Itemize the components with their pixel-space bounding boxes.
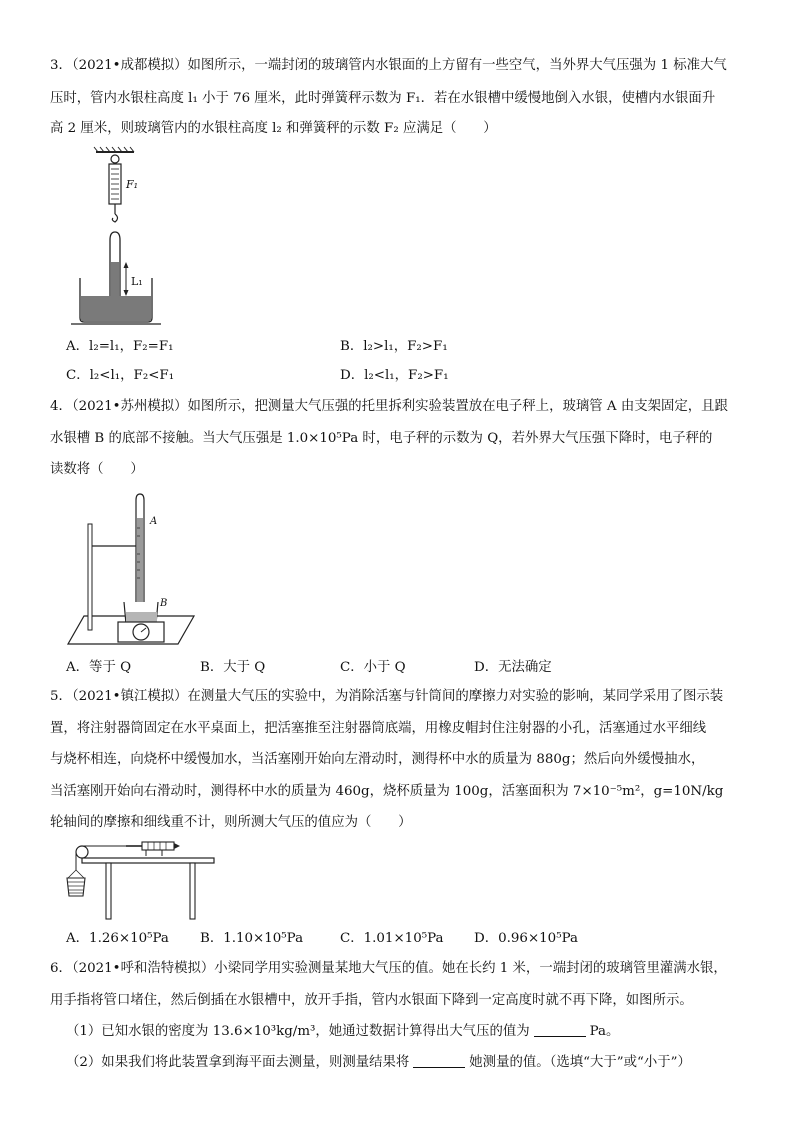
q5-option-d: D．0.96×10⁵Pa (474, 931, 578, 946)
q5-option-a: A．1.26×10⁵Pa (66, 931, 169, 946)
q4-label-a: A (150, 516, 158, 527)
q6-sub1-answer-blank[interactable] (534, 1022, 586, 1037)
q4-option-a: A．等于 Q (66, 660, 132, 675)
q3-force-label: F₁ (126, 178, 139, 191)
q6-text-line-1: 6．（2021•呼和浩特模拟）小梁同学用实验测量某地大气压的值。她在长约 1 米，一端封闭的玻璃管里灌满水银， (50, 961, 727, 976)
q3-option-d: D．l₂<l₁，F₂>F₁ (340, 368, 449, 383)
q6-text-line-2: 用手指将管口堵住，然后倒插在水银槽中，放开手指，管内水银面下降到一定高度时就不再下降，如图所示。 (50, 993, 693, 1008)
q6-sub1-unit: Pa。 (589, 1024, 620, 1039)
q5-text-line-3: 与烧杯相连，向烧杯中缓慢加水，当活塞刚开始向左滑动时，测得杯中水的质量为 880g；然后向外缓慢抽水， (50, 752, 705, 767)
q6-sub1-text: （1）已知水银的密度为 13.6×10³kg/m³，她通过数据计算得出大气压的值为 (66, 1024, 530, 1039)
q5-option-b: B．1.10×10⁵Pa (200, 931, 304, 946)
q5-text-line-5: 轮轴间的摩擦和细线重不计，则所测大气压的值应为（ ） (50, 815, 412, 830)
q3-option-a: A．l₂=l₁，F₂=F₁ (66, 339, 174, 354)
q3-option-b: B．l₂>l₁，F₂>F₁ (340, 339, 448, 354)
q4-torricelli-scale-figure (66, 488, 196, 648)
q6-sub2-answer-blank[interactable] (413, 1053, 465, 1068)
q3-text-line-1: 3．（2021•成都模拟）如图所示，一端封闭的玻璃管内水银面的上方留有一些空气，当外界大气压强为 1 标准大气 (50, 58, 727, 73)
q4-text-line-2: 水银槽 B 的底部不接触。当大气压强是 1.0×10⁵Pa 时，电子秤的示数为 Q，若外界大气压强下降时，电子秤的 (50, 431, 713, 446)
q3-text-line-2: 压时，管内水银柱高度 l₁ 小于 76 厘米，此时弹簧秤示数为 F₁．若在水银槽中缓慢地倒入水银，使槽内水银面升 (50, 91, 716, 106)
q3-option-c: C．l₂<l₁，F₂<F₁ (66, 368, 175, 383)
q4-text-line-3: 读数将（ ） (50, 462, 144, 477)
q5-syringe-table-figure (62, 838, 218, 922)
q6-sub2-text: （2）如果我们将此装置拿到海平面去测量，则测量结果将 (66, 1055, 410, 1070)
q5-option-c: C．1.01×10⁵Pa (340, 931, 444, 946)
q3-text-line-3: 高 2 厘米，则玻璃管内的水银柱高度 l₂ 和弹簧秤的示数 F₂ 应满足（ ） (50, 121, 497, 136)
q6-subquestion-1 (66, 1022, 766, 1042)
q3-length-label: L₁ (131, 275, 143, 288)
q4-option-b: B．大于 Q (200, 660, 266, 675)
q4-label-b: B (160, 598, 168, 609)
q6-sub2-hint: 她测量的值。（选填“大于”或“小于”） (469, 1055, 691, 1070)
q5-text-line-4: 当活塞刚开始向右滑动时，测得杯中水的质量为 460g，烧杯质量为 100g，活塞面积为 7×10⁻⁵m²，g=10N/kg (50, 784, 724, 799)
q4-option-d: D．无法确定 (474, 660, 552, 675)
q3-spring-balance-figure (66, 146, 166, 328)
q6-subquestion-2 (66, 1053, 766, 1073)
q5-text-line-2: 置，将注射器筒固定在水平桌面上，把活塞推至注射器筒底端，用橡皮帽封住注射器的小孔，活塞通过水平细线 (50, 721, 707, 736)
q5-text-line-1: 5．（2021•镇江模拟）在测量大气压的实验中，为消除活塞与针筒间的摩擦力对实验的影响，某同学采用了图示装 (50, 689, 724, 704)
q4-text-line-1: 4．（2021•苏州模拟）如图所示，把测量大气压强的托里拆利实验装置放在电子秤上，玻璃管 A 由支架固定，且跟 (50, 399, 728, 414)
q4-option-c: C．小于 Q (340, 660, 406, 675)
